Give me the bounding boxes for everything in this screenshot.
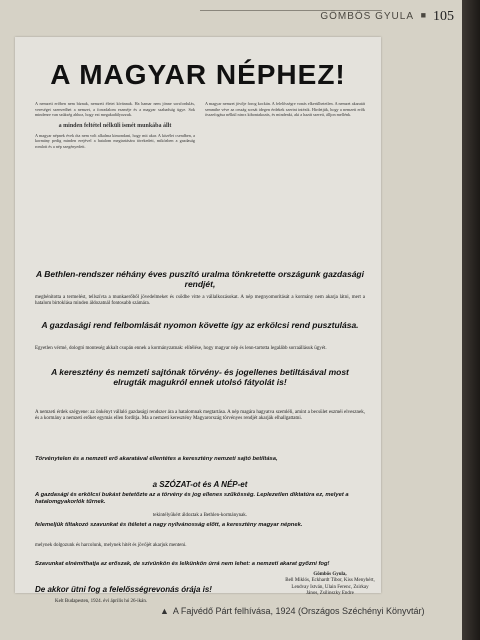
poster-left-paragraph-2: A magyar népnek évek óta nem volt alkalma kimondani, hogy mit akar. A közélet csendben, a kormány pedig minden erejével a hatalom megtartására törekedett, miközben a gazdaság romlott és a nép szegényedett.: [35, 132, 195, 149]
poster-headline-8: Szavunkat elnémíthatja az erőszak, de szívünkön és lelkünkön úrrá nem lehet: a nemzeti akarat győzni fog!: [35, 561, 330, 567]
poster-left-paragraph: A nemzeti erőben nem bíznak, nemzeti életet kívánnak. Ha hamar nem jönne sorsfordulás, vereséget szenvedhet a nemzet, a forradalom eszméje és a magyar szabadság ügye. Sok mindenre van szükség ahhoz, hogy ezt megakadályozzuk.: [35, 101, 195, 118]
poster-paragraph-2: Egyetlen vérmé, dologtó monteség akkalt csupán ennek a kormányzatnak: elítélése, hogy magyar nép és lenn-tartotta legalább sorraállásuk ügyét.: [35, 346, 327, 351]
poster-headline-9: De akkor ütni fog a felelősségrevonás órája is!: [35, 585, 212, 594]
poster-left-column: [35, 101, 195, 263]
poster-paragraph-4: tekintélyükért áldoztak a Bethlen-kormánynak.: [152, 513, 248, 518]
poster-headline-2: A gazdasági rend felbomlását nyomon követte így az erkölcsi rend pusztulása.: [41, 320, 359, 330]
poster-headline-7: felemeljük tiltakozó szavunkat és ítéletet a nagy nyilvánosság előtt, a keresztény magyar népnek.: [35, 522, 303, 528]
running-head-author: GÖMBÖS GYULA: [320, 11, 414, 22]
poster-headline-1: A Bethlen-rendszer néhány éves puszító uralma tönkretette országunk gazdasági rendjét,: [36, 269, 364, 289]
page-number: 105: [433, 9, 454, 24]
poster-paragraph-1: megbénította a termelést, tellszívta a munkaerőből jövedelmeket és csődbe vitte a vállalkozásokat. A nép megnyomorítását a kormány nem akarja látni, mert a hatalom birtoklása minden áldozatnál fontosabb számára.: [35, 295, 365, 307]
poster-signature-head: Gömbös Gyula,: [313, 572, 347, 577]
book-spine-shadow: [462, 0, 480, 640]
poster-right-column: [205, 101, 365, 263]
caption-marker-icon: ▲: [160, 606, 169, 616]
poster-title: A MAGYAR NÉPHEZ!: [50, 59, 346, 90]
running-head-separator: ■: [420, 10, 426, 20]
poster-paragraph-3: A nemzeti érdek szégyene: az önkényt vállaló gazdasági rendszer ára a hatalomnak megtartása. A nép magára hagyatva szemléli, amint a becsület eszméi elvesznek, és a kormány a nemzeti erőket egymás ellen fordítja. Ma a nemzeti keresztény Magyarország törvényes rendjét akarják elhallgattatni.: [35, 410, 365, 422]
poster-headline-5: a SZÓZAT-ot és A NÉP-et: [152, 480, 248, 489]
poster-headline-3: A keresztény és nemzeti sajtónak törvény- és jogellenes betiltásával most elrugták magukról ennek utolsó fátyolát is!: [51, 367, 349, 387]
poster-signature-block: [285, 572, 375, 598]
poster-right-paragraph: A magyar nemzet jövője forog kockán. A felelősségre vonás elkerülhetetlen. A nemzet akaratát semmibe véve az ország sorsát idegen érdekek szerint intézik. Hirdetjük, hogy a nemzeti erők összefogása nélkül nincs kibontakozás, és mindenki, aki a hazát szereti, álljon mellénk.: [205, 101, 365, 118]
caption-text: A Fajvédő Párt felhívása, 1924 (Országos Széchényi Könyvtár): [172, 606, 425, 616]
poster-left-subhead: a minden feltétel nélküli ismét munkába állt: [58, 122, 172, 129]
poster-reproduction: [15, 37, 381, 604]
poster-date: Kelt Budapesten, 1924. évi április hó 26-ikán.: [55, 599, 148, 604]
poster-paragraph-5: melynek dolgozunk és harcolunk, melynek hitét és jövőjét akarjuk menteni.: [35, 543, 187, 548]
poster-headline-4: Törvénytelen és a nemzeti erő akaratával ellentétes a keresztény nemzeti sajtó betiltása,: [35, 456, 278, 462]
poster-signature-names: Bell Miklós, Eckhardt Tibor, Kiss Menyhért, Lendvay István, Ulain Ferenc, Zsirkay János, Zsilinszky Endre: [285, 578, 375, 597]
figure-caption: [160, 606, 425, 616]
poster-headline-6: A gazdasági és erkölcsi bukást betetőzte az a törvény és jog ellenes szűkösség. Leplezetlen diktatúra ez, melyet a hatalomgyakorlók tűrnek.: [35, 492, 349, 505]
